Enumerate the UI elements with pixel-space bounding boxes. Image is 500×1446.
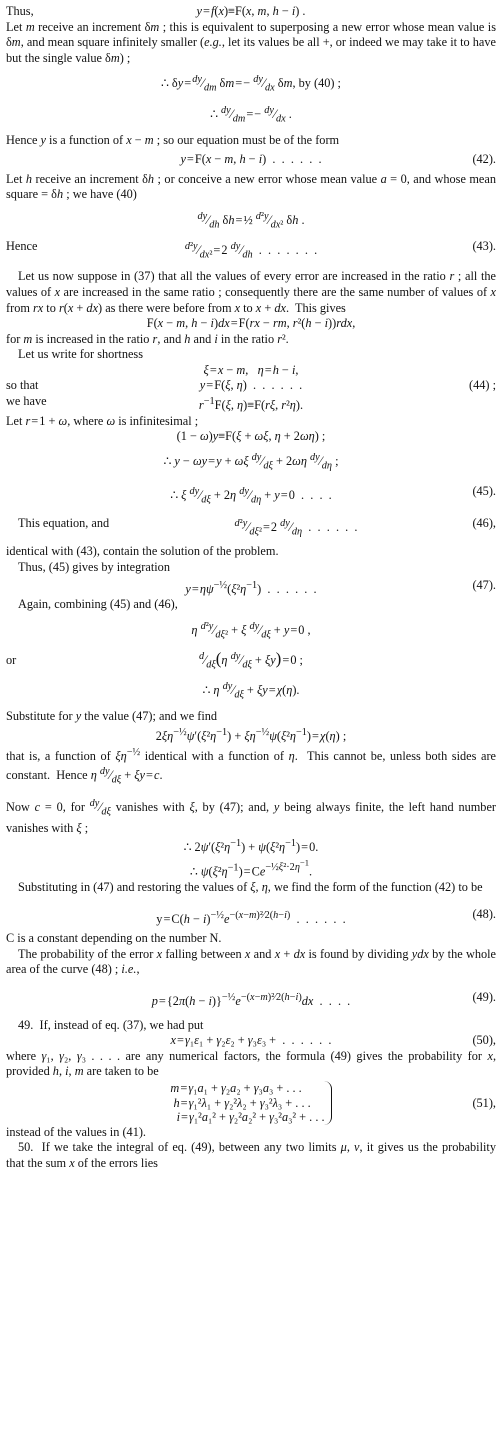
para-probability: The probability of the error x falling between x and x + dx is found by dividing ydx by the whole area of the curve (48) ; i.e.,	[6, 946, 496, 977]
eq-47: y = $\eta\psi^{-\frac{1}{2}}(\xi^2\eta^{-1})$ . . . . . . (47).	[185, 577, 496, 596]
eq-dy-dm-2: ∴ $^{dy}⁄_{dm}$ = − $^{dy}⁄_{dx}$ .	[210, 104, 292, 125]
eq-50: x = γ₁ε₁ + γ₂ε₂ + γ₃ε₃ + . . . . . . (50),	[170, 1033, 496, 1048]
eq-combined-2: or $^d⁄_{d\xi}(\eta$ $^{dy}⁄_{d\xi} + \xi y$) = 0 ;	[6, 649, 303, 671]
eq-51	[6, 1081, 496, 1125]
eq-we-have: we have $r^{-1}F(\xi$, η)≡F(rξ, r²η).	[6, 394, 304, 413]
eq-45: ∴ ξ $^{dy}⁄_{d\xi} + 2\eta$ $^{dy}⁄_{d\eta} + y$ = 0 . . . . (45).	[170, 484, 496, 506]
eq-psi-2: ∴ $\psi(\xi^2\eta^{-1})$ = $Ce^{-\frac{1}{2}\xi^2\cdot 2\eta^{-1}}$.	[189, 857, 313, 879]
equation-number: (50),	[472, 1033, 496, 1048]
equation-number: (47).	[472, 577, 496, 592]
para-function-x-m: Hence y is a function of x − m ; so our equation must be of the form	[6, 132, 340, 147]
para-identical: identical with (43), contain the solution of the problem.	[6, 544, 279, 559]
eq-49: p = $\{2\pi(h - i)\}^{-\frac{1}{2}}e^{-(x-m)^2⁄2(h-i)}dx$ . . . . (49).	[151, 989, 496, 1009]
para-increment-m: Let m receive an increment δm ; this is equivalent to superposing a new error whose mean value is δm, and mean square infinitely smaller (e.g., let its values be all +, or indeed we may take it to have but the single value δm) ;	[6, 19, 497, 65]
lead-word: or	[6, 652, 17, 667]
eq-xi-eta: ξ = x − m, η = h − i,	[203, 362, 299, 377]
para-that-is: that is, a function of $\xi\eta^{-\frac{1}{2}}$ identical with a function of η. This cannot be, unless both sides are constant. Hence η $^{dy}⁄_{d\xi} + \xi y$ = c.	[6, 746, 496, 786]
para-substitute: Substitute for y the value (47); and we find	[6, 709, 218, 724]
para-49: 49. If, instead of eq. (37), we had put	[18, 1017, 204, 1032]
para-integration: Thus, (45) gives by integration	[18, 559, 170, 574]
eq-51-h: h = γ₁²λ₁ + γ₂²λ₂ + γ₃²λ₃ + . . .	[173, 1095, 311, 1110]
eq-48: y = $C(h - i)^{-\frac{1}{2}}e^{-(x-m)^2⁄2(h-i)}$ . . . . . . (48).	[156, 907, 496, 926]
para-omega: Let r = 1 + ω, where ω is infinitesimal ;	[6, 413, 199, 428]
eq-omega-1: (1 − ω)y≡F(ξ + ωξ, η + 2ωη) ;	[176, 429, 326, 444]
para-gamma: where γ₁, γ₂, γ₃ . . . . are any numerical factors, the formula (49) gives the probability for x, provided h, i, m are taken to be	[6, 1048, 497, 1079]
para-increment-h: Let h receive an increment δh ; or conceive a new error whose mean value a = 0, and whose mean square = δh ; we have (40)	[6, 171, 496, 202]
eq-substituted: $2\xi\eta^{-\frac{1}{2}}\psi'(\xi^2\eta^{-1}) + \xi\eta^{-\frac{1}{2}}\psi(\xi^2\eta^{-1})$ = χ(η) ;	[155, 726, 347, 743]
para-instead: instead of the values in (41).	[6, 1124, 147, 1139]
eq-combined-1: η $^{d^2y}⁄_{d\xi^2} + \xi$ $^{dy}⁄_{d\xi} + y$ = 0 ,	[191, 620, 311, 641]
eq-43: Hence $^{d^2y}⁄_{dx^2}$ = 2 $^{dy}⁄_{dh}$ . . . . . . . (43).	[6, 239, 496, 261]
eq-dy-dm: ∴ δy = $^{dy}⁄_{dm}$ δm = − $^{dy}⁄_{dx}$ δm, by (40) ;	[161, 74, 341, 94]
equation-number: (43).	[472, 239, 496, 254]
equation-number: (42).	[472, 152, 496, 167]
equation-number: (49).	[472, 989, 496, 1004]
eq-dh: $^{dy}⁄_{dh}$ δh = ½ $^{d^2y}⁄_{dx^2}$ δh .	[197, 211, 305, 231]
para-ratio-r: Let us now suppose in (37) that all the values of every error are increased in the ratio r ; all the values of x are increased in the same ratio ; consequently there are the same number of values of x from rx to r(x + dx) as there were before from x to x + dx. This gives	[6, 269, 496, 315]
eq-psi-1: ∴ $2\psi'(\xi^2\eta^{-1}) + \psi(\xi^2\eta^{-1})$ = 0.	[183, 838, 319, 855]
lead-word: Thus,	[6, 4, 34, 18]
lead-word: so that	[6, 378, 39, 393]
eq-51-i: i = γ₁²a₁² + γ₂²a₂² + γ₃²a₃² + . . .	[176, 1110, 325, 1124]
para-50: 50. If we take the integral of eq. (49), between any two limits μ, ν, it gives us the probability that the sum x of the errors lies	[6, 1140, 496, 1170]
equation: y = f(x)≡F(x, m, h − i) .	[196, 4, 306, 18]
para-combining: Again, combining (45) and (46),	[18, 597, 178, 612]
eq-42: y = F(x − m, h − i) . . . . . . (42).	[180, 152, 496, 167]
para-c-zero: Now c = 0, for $^{dy}⁄_{d\xi}$ vanishes with ξ, by (47); and, y being always finite, the left hand number vanishes with ξ ;	[6, 798, 497, 835]
para-restoring: Substituting in (47) and restoring the values of ξ, η, we find the form of the function (42) to be	[18, 879, 483, 894]
eq-46: This equation, and $^{d^2y}⁄_{d\xi^2}$ = 2 $^{dy}⁄_{d\eta}$ . . . . . . (46),	[18, 516, 496, 538]
eq-scaling: F(x − m, h − i)dx = F(rx − rm, r²(h − i))rdx,	[146, 316, 356, 331]
eq-44: so that y = F(ξ, η) . . . . . . (44) ;	[6, 378, 496, 393]
equation-number: (46),	[472, 516, 496, 531]
eq-combined-3: ∴ η $^{dy}⁄_{d\xi} + \xi y$ = χ(η).	[202, 681, 300, 701]
para-constant-c: C is a constant depending on the number N.	[6, 931, 222, 946]
equation-number: (51),	[472, 1096, 496, 1110]
eq-y-fx	[6, 4, 496, 20]
para-shortness: Let us write for shortness	[18, 347, 143, 362]
equation-number: (45).	[472, 484, 496, 499]
eq-omega-2: ∴ y − ωy = y + ωξ $^{dy}⁄_{d\xi} + 2\omega\eta$ $^{dy}⁄_{d\eta}$ ;	[163, 451, 339, 472]
eq-51-m: m = γ₁a₁ + γ₂a₂ + γ₃a₃ + . . .	[170, 1081, 302, 1095]
lead-word: we have	[6, 394, 47, 409]
lead-word: This equation, and	[18, 516, 110, 531]
equation-number: (44) ;	[469, 378, 496, 393]
para-for-m: for m is increased in the ratio r, and h and i in the ratio r².	[6, 331, 289, 346]
lead-word: Hence	[6, 239, 38, 254]
equation-number: (48).	[472, 907, 496, 922]
